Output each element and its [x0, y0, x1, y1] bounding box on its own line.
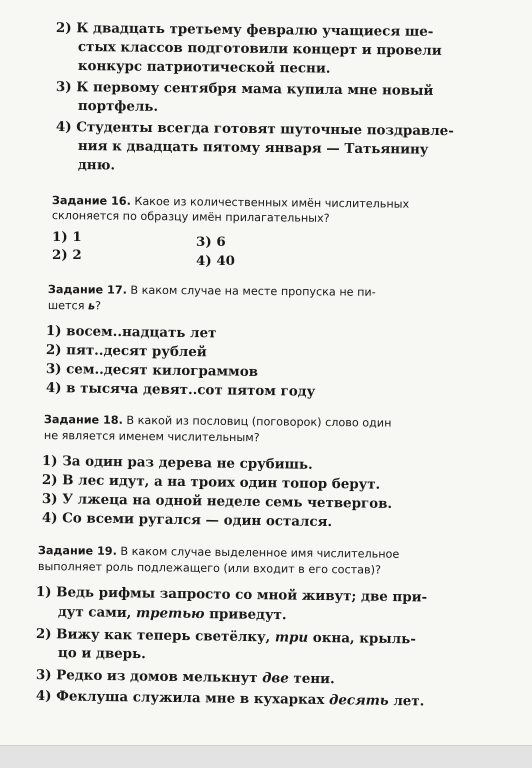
- task-19-answer-4-numeral: десять: [328, 692, 389, 709]
- task-17-question-line-2: [48, 298, 101, 313]
- task-19-answer-2-line-2: цо и дверь.: [57, 645, 146, 663]
- task-19-answer-1-tail: приведут.: [204, 606, 287, 624]
- task-18-answer-2: 2) В лес идут, а на троих один топор берут.: [41, 472, 381, 493]
- task-16-answer-1: 1) 1: [52, 229, 82, 245]
- viewer-bottom-bar: [0, 745, 532, 768]
- task-19-answer-1-text: дут сами,: [57, 604, 137, 622]
- task-17-answer-4: 4) в тысяча девят..сот пятом году: [45, 380, 316, 400]
- task-19-answer-2-numeral: три: [274, 629, 309, 646]
- prev-item-2-line-1: 2) К двадцать третьему февралю учащиеся ше-: [55, 20, 434, 40]
- task-18-question-line-2: не является именем числительным?: [43, 428, 260, 445]
- prev-item-2-line-2: стых классов подготовили концерт и провели: [77, 39, 442, 59]
- task-18-answer-1: 1) За один раз дерева не срубишь.: [41, 453, 313, 473]
- task-17-answer-3: 3) сем..десят килограммов: [45, 361, 259, 380]
- task-17-soft-sign: ь: [87, 299, 96, 313]
- task-16-label: Задание 16.: [51, 193, 131, 208]
- task-17-question-text-2: шется: [47, 298, 89, 313]
- task-19-question-line-2: выполняет роль подлежащего (или входит в его состав)?: [37, 559, 382, 577]
- task-16-answer-4: 4) 40: [196, 253, 235, 269]
- prev-item-3-line-1: 3) К первому сентября мама купила мне новый: [55, 79, 434, 99]
- task-19-answer-1-line-2: [58, 604, 287, 624]
- prev-item-4-line-2: ния к двадцать пятому января — Татьянину: [77, 138, 429, 158]
- prev-item-2-line-3: конкурс патриотической песни.: [77, 58, 331, 77]
- task-19-answer-3-text: 3) Редко из домов мелькнут: [35, 667, 263, 687]
- task-17-answer-2: 2) пят..десят рублей: [45, 342, 207, 361]
- task-19-answer-4-text: 4) Феклуша служила мне в кухарках: [35, 688, 330, 709]
- task-18-question-text-1: В какой из пословиц (поговорок) слово один: [122, 413, 392, 430]
- task-17-question-mark: ?: [95, 299, 102, 313]
- task-19-question-text-1: В каком случае выделенное имя числительное: [116, 544, 400, 561]
- task-16-answer-3: 3) 6: [196, 234, 226, 250]
- task-19-answer-2-text: 2) Вижу как теперь светёлку,: [35, 626, 276, 646]
- task-19-answer-3: [36, 667, 335, 688]
- task-17-question-text-1: В каком случае на месте пропуска не пи-: [126, 283, 376, 299]
- task-17-label: Задание 17.: [47, 282, 127, 297]
- task-17-answer-1: 1) восем..надцать лет: [45, 323, 217, 342]
- task-19-answer-1-numeral: третью: [135, 605, 205, 623]
- task-18-answer-4: 4) Со всеми ругался — один остался.: [41, 510, 333, 531]
- task-18-label: Задание 18.: [43, 412, 123, 427]
- task-19-answer-4: [36, 688, 425, 710]
- task-18-answer-3: 3) У лжеца на одной неделе семь четвергов.: [41, 491, 393, 512]
- task-19-answer-2-tail: окна, крыль-: [308, 629, 416, 648]
- prev-item-4-line-1: 4) Студенты всегда готовят шуточные поздравле-: [55, 119, 454, 140]
- prev-item-3-line-2: портфель.: [77, 98, 159, 115]
- task-16-question-text-1: Какое из количественных имён числительных: [130, 194, 410, 211]
- task-16-answer-2: 2) 2: [52, 247, 82, 263]
- task-16-question-line-2: склоняется по образцу имён прилагательных?: [51, 208, 330, 225]
- prev-item-4-line-3: дню.: [77, 157, 116, 174]
- task-19-answer-3-numeral: две: [262, 670, 289, 687]
- task-17-question-line-1: [48, 282, 376, 300]
- task-19-answer-3-tail: тени.: [288, 670, 335, 688]
- task-19-answer-4-tail: лет.: [388, 692, 425, 710]
- task-19-label: Задание 19.: [37, 543, 117, 558]
- task-19-answer-1-line-1: 1) Ведь рифмы запросто со мной живут; две при-: [35, 584, 428, 606]
